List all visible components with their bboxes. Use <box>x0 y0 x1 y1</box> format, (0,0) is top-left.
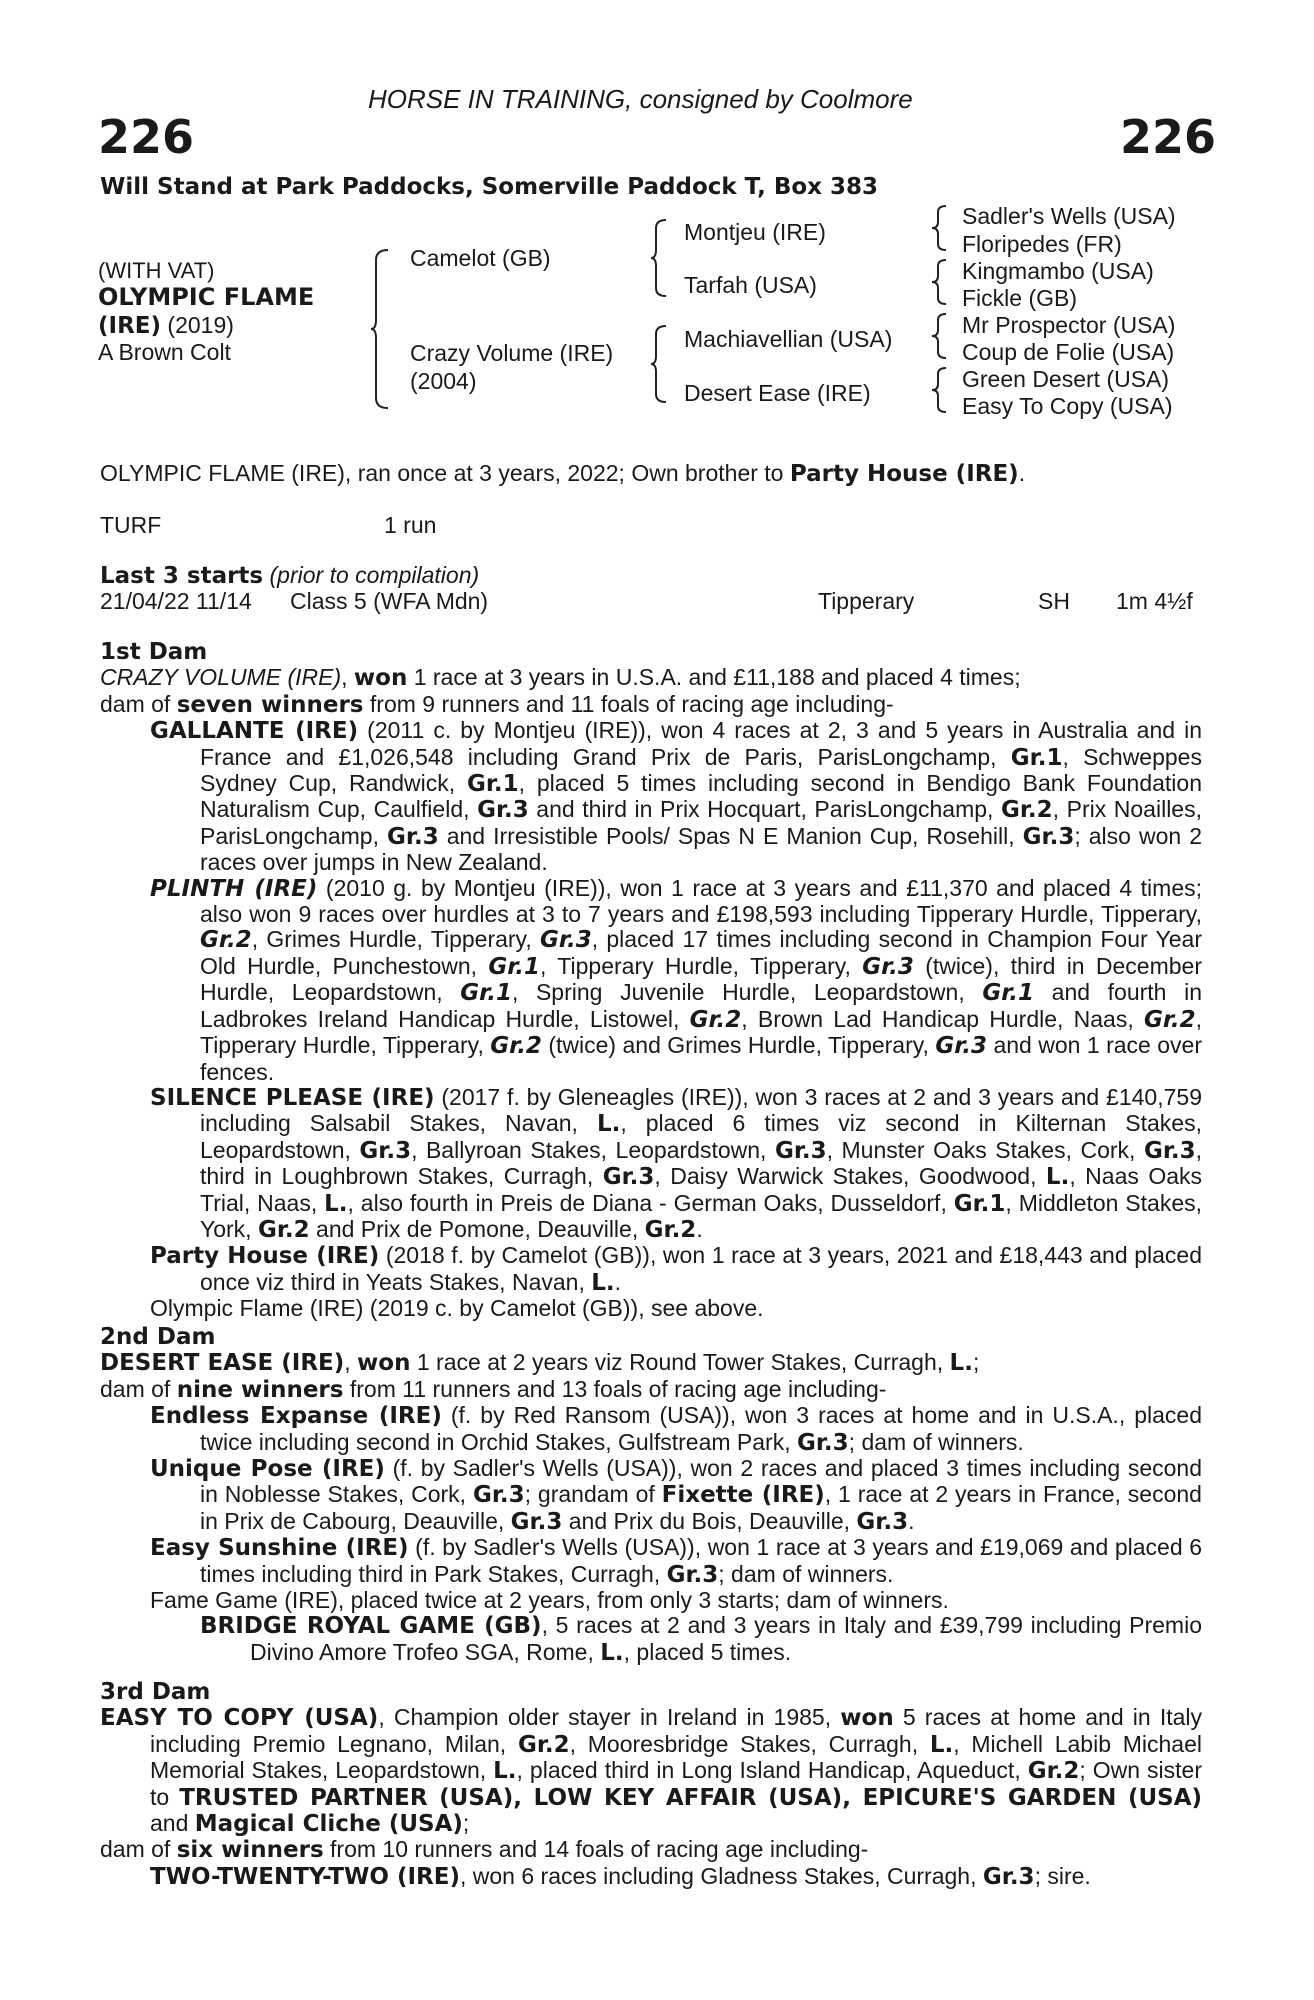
record-runs: 1 run <box>384 512 437 538</box>
stand-location: Will Stand at Park Paddocks, Somerville Paddock T, Box 383 <box>100 174 879 200</box>
first-dam-line1: CRAZY VOLUME (IRE), won 1 race at 3 years in U.S.A. and £11,188 and placed 4 times; <box>100 664 1021 692</box>
pedigree-brace-3b <box>930 258 950 306</box>
pedigree-sire: Camelot (GB) <box>410 245 551 271</box>
horse-name: OLYMPIC FLAME <box>98 283 315 311</box>
pedigree-brace-dam <box>650 324 670 404</box>
start-date-pos: 21/04/22 11/14 <box>100 588 252 614</box>
pedigree-gen3-1: Sadler's Wells (USA) <box>962 203 1176 229</box>
start-course: Tipperary <box>818 588 915 614</box>
section-heading-1st-dam: 1st Dam <box>100 639 208 665</box>
start-race: Class 5 (WFA Mdn) <box>290 588 489 614</box>
pedigree-dam-year: (2004) <box>410 368 477 394</box>
summary-line: OLYMPIC FLAME (IRE), ran once at 3 years, 2022; Own brother to Party House (IRE). <box>100 460 1026 487</box>
pedigree-gen3-2: Floripedes (FR) <box>962 231 1122 257</box>
progeny-party-house: Party House (IRE) (2018 f. by Camelot (GB)), won 1 race at 3 years, 2021 and £18,443 and placed once viz third in Yeats Stakes, Navan, L.. <box>150 1242 1203 1296</box>
progeny-easy-sunshine: Easy Sunshine (IRE) (f. by Sadler's Wells (USA)), won 1 race at 3 years and £19,069 and placed 6 times including third in Park Stakes, Curragh, Gr.3; dam of winners. <box>150 1534 1202 1588</box>
progeny-gallante: GALLANTE (IRE) (2011 c. by Montjeu (IRE)), won 4 races at 2, 3 and 5 years in Australia and in France and £1,026,548 including Grand Prix de Paris, ParisLongchamp, Gr.1, Schweppes Sydney Cup, Randwick, Gr.1, placed 5 times including second in Bendigo Bank Foundation Naturalism Cup, Caulfield, Gr.3 and third in Prix Hocquart, ParisLongchamp, Gr.2, Prix Noailles, ParisLongchamp, Gr.3 and Irresistible Pools/ Spas N E Manion Cup, Rosehill, Gr.3; also won 2 races over jumps in New Zealand. <box>150 717 1202 876</box>
lot-number-left: 226 <box>98 110 195 164</box>
vat-note: (WITH VAT) <box>98 258 215 283</box>
pedigree-brace-3c <box>930 312 950 360</box>
third-dam-text: EASY TO COPY (USA), Champion older stayer in Ireland in 1985, won 5 races at home and in Italy including Premio Legnano, Milan, Gr.2, Mooresbridge Stakes, Curragh, L., Michell Labib Michael Memorial Stakes, Leopardstown, L., placed third in Long Island Handicap, Aqueduct, Gr.2; Own sister to TRUSTED PARTNER (USA), LOW KEY AFFAIR (USA), EPICURE'S GARDEN (USA) and Magical Cliche (USA); <box>100 1704 1203 1838</box>
pedigree-dam: Crazy Volume (IRE) <box>410 340 614 366</box>
pedigree-brace-gen1 <box>370 248 392 410</box>
second-dam-line1: DESERT EASE (IRE), won 1 race at 2 years viz Round Tower Stakes, Curragh, L.; <box>100 1349 980 1377</box>
progeny-two-twenty-two: TWO-TWENTY-TWO (IRE), won 6 races including Gladness Stakes, Curragh, Gr.3; sire. <box>150 1862 1091 1890</box>
first-dam-section <box>100 640 1202 1322</box>
progeny-olympic-flame: Olympic Flame (IRE) (2019 c. by Camelot (GB)), see above. <box>150 1295 764 1322</box>
pedigree-gen3-8: Easy To Copy (USA) <box>962 393 1173 419</box>
section-heading-2nd-dam: 2nd Dam <box>100 1324 216 1350</box>
third-dam-section <box>100 1680 1202 1890</box>
pedigree-dam-dam: Desert Ease (IRE) <box>684 380 871 406</box>
pedigree-sire-dam: Tarfah (USA) <box>684 272 817 298</box>
pedigree-gen3-3: Kingmambo (USA) <box>962 258 1154 284</box>
second-dam-line2: dam of nine winners from 11 runners and 13 foals of racing age including- <box>100 1375 887 1403</box>
consignment-line: HORSE IN TRAINING, consigned by Coolmore <box>368 84 913 114</box>
third-dam-line2: dam of six winners from 10 runners and 14 foals of racing age including- <box>100 1836 869 1864</box>
first-dam-line2: dam of seven winners from 9 runners and 11 foals of racing age including- <box>100 690 894 718</box>
lot-number-right: 226 <box>1120 110 1217 164</box>
pedigree-gen3-5: Mr Prospector (USA) <box>962 312 1176 338</box>
record-surface: TURF <box>100 512 162 538</box>
pedigree-sire-sire: Montjeu (IRE) <box>684 219 826 245</box>
progeny-silence-please: SILENCE PLEASE (IRE) (2017 f. by Gleneagles (IRE)), won 3 races at 2 and 3 years and £140,759 including Salsabil Stakes, Navan, L., placed 6 times viz second in Kilternan Stakes, Leopardstown, Gr.3, Ballyroan Stakes, Leopardstown, Gr.3, Munster Oaks Stakes, Cork, Gr.3, third in Loughbrown Stakes, Curragh, Gr.3, Daisy Warwick Stakes, Goodwood, L., Naas Oaks Trial, Naas, L., also fourth in Preis de Diana - German Oaks, Dusseldorf, Gr.1, Middleton Stakes, York, Gr.2 and Prix de Pomone, Deauville, Gr.2. <box>150 1083 1203 1243</box>
progeny-bridge-royal-game: BRIDGE ROYAL GAME (GB), 5 races at 2 and 3 years in Italy and £39,799 including Premio Divino Amore Trofeo SGA, Rome, L., placed 5 times. <box>200 1612 1202 1666</box>
progeny-fame-game: Fame Game (IRE), placed twice at 2 years, from only 3 starts; dam of winners. <box>150 1587 949 1614</box>
pedigree-gen3-4: Fickle (GB) <box>962 285 1077 311</box>
start-distance: 1m 4½f <box>1116 588 1193 614</box>
pedigree-dam-sire: Machiavellian (USA) <box>684 326 893 352</box>
pedigree-gen3-6: Coup de Folie (USA) <box>962 339 1175 365</box>
progeny-unique-pose: Unique Pose (IRE) (f. by Sadler's Wells (USA)), won 2 races and placed 3 times including second in Noblesse Stakes, Cork, Gr.3; grandam of Fixette (IRE), 1 race at 2 years in France, second in Prix de Cabourg, Deauville, Gr.3 and Prix du Bois, Deauville, Gr.3. <box>150 1455 1202 1535</box>
pedigree-brace-3d <box>930 366 950 414</box>
horse-description: A Brown Colt <box>98 339 231 365</box>
progeny-endless-expanse: Endless Expanse (IRE) (f. by Red Ransom (USA)), won 3 races at home and in U.S.A., placed twice including second in Orchid Stakes, Gulfstream Park, Gr.3; dam of winners. <box>150 1402 1202 1456</box>
start-going: SH <box>1038 588 1070 614</box>
pedigree-gen3-7: Green Desert (USA) <box>962 366 1170 392</box>
pedigree-brace-3a <box>930 204 950 252</box>
pedigree-brace-sire <box>650 218 670 298</box>
horse-suffix-year: (IRE) (2019) <box>98 312 234 339</box>
last-starts-heading: Last 3 starts (prior to compilation) <box>100 562 480 589</box>
second-dam-section <box>100 1325 1202 1666</box>
progeny-plinth: PLINTH (IRE) (2010 g. by Montjeu (IRE)), won 1 race at 3 years and £11,370 and placed 4 times; also won 9 races over hurdles at 3 to 7 years and £198,593 including Tipperary Hurdle, Tipperary, Gr.2, Grimes Hurdle, Tipperary, Gr.3, placed 17 times including second in Champion Four Year Old Hurdle, Punchestown, Gr.1, Tipperary Hurdle, Tipperary, Gr.3 (twice), third in December Hurdle, Leopardstown, Gr.1, Spring Juvenile Hurdle, Leopardstown, Gr.1 and fourth in Ladbrokes Ireland Handicap Hurdle, Listowel, Gr.2, Brown Lad Handicap Hurdle, Naas, Gr.2, Tipperary Hurdle, Tipperary, Gr.2 (twice) and Grimes Hurdle, Tipperary, Gr.3 and won 1 race over fences. <box>150 874 1203 1085</box>
section-heading-3rd-dam: 3rd Dam <box>100 1679 211 1705</box>
